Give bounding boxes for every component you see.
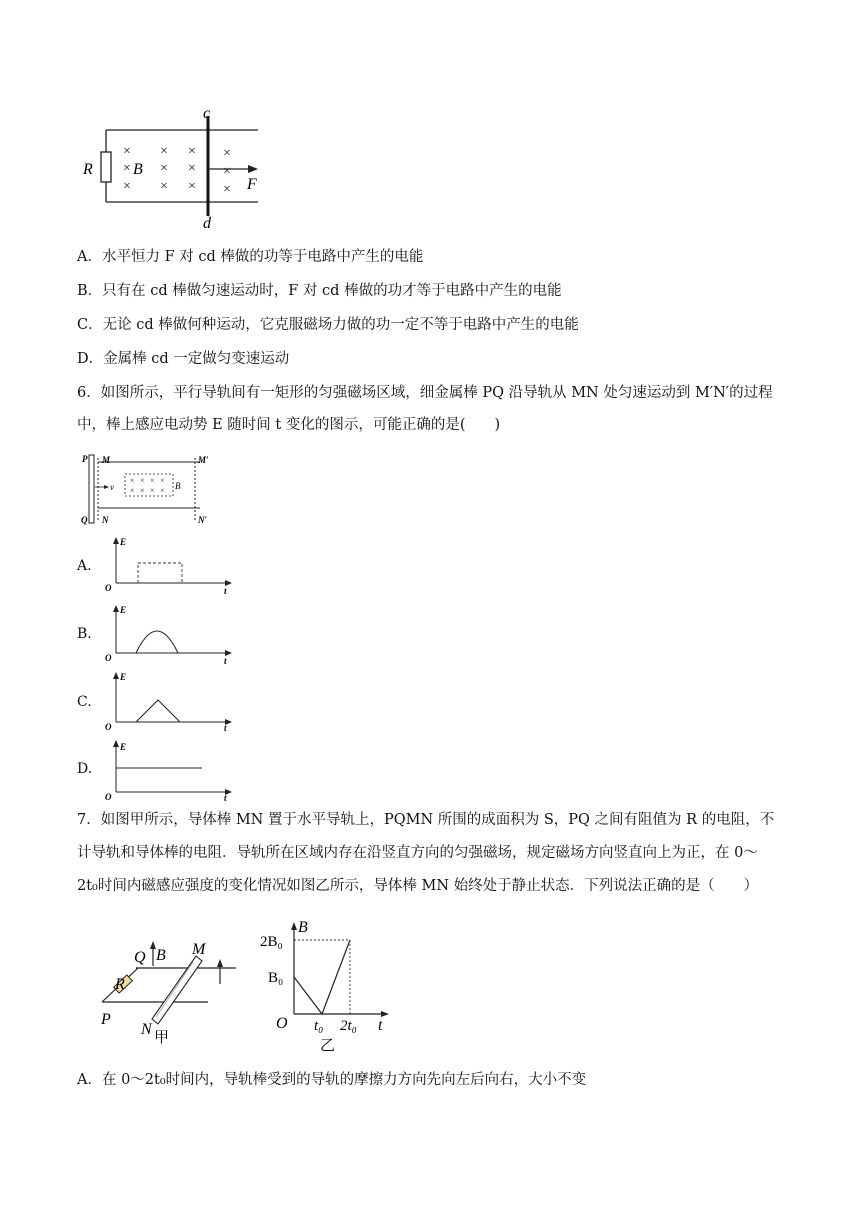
- q5-option-d: D．金属棒 cd 一定做匀变速运动: [77, 351, 290, 367]
- svg-text:×: ×: [150, 486, 155, 495]
- svg-text:O: O: [105, 653, 112, 663]
- svg-text:×: ×: [160, 476, 165, 485]
- figure-q7-b: [258, 916, 398, 1056]
- svg-text:O: O: [105, 722, 112, 732]
- svg-text:t: t: [224, 723, 227, 732]
- svg-text:×: ×: [150, 476, 155, 485]
- label-N: N: [102, 515, 109, 525]
- q5-option-a: A．水平恒力 F 对 cd 棒做的功等于电路中产生的电能: [77, 249, 424, 265]
- svg-text:×: ×: [188, 179, 196, 194]
- label-t0: t₀: [314, 1018, 324, 1034]
- q6-option-b-graph: [100, 603, 240, 665]
- svg-text:×: ×: [140, 486, 145, 495]
- label-v: v: [110, 482, 114, 492]
- svg-text:×: ×: [160, 179, 168, 194]
- label-B: B: [175, 481, 181, 491]
- q7-stem-line2: 计导轨和导体棒的电阻．导轨所在区域内存在沿竖直方向的匀强磁场，规定磁场方向竖直向上为正，在 0～: [77, 845, 758, 861]
- label-t-axis: t: [378, 1017, 383, 1034]
- q6-stem-line1: 6．如图所示，平行导轨间有一矩形的匀强磁场区域，细金属棒 PQ 沿导轨从 MN 处匀速运动到 M′N′的过程: [77, 385, 773, 401]
- svg-text:E: E: [120, 742, 127, 752]
- svg-text:×: ×: [188, 161, 196, 176]
- svg-text:E: E: [120, 605, 127, 615]
- label-B: B: [133, 161, 143, 178]
- q6-option-c-graph: [100, 670, 240, 732]
- label-R: R: [83, 161, 93, 178]
- svg-text:O: O: [105, 792, 112, 802]
- label-N: N: [141, 1021, 152, 1038]
- label-P: P: [101, 1011, 111, 1028]
- svg-text:×: ×: [160, 486, 165, 495]
- label-2t0: 2t₀: [340, 1018, 357, 1034]
- svg-text:×: ×: [123, 144, 131, 159]
- label-d: d: [203, 215, 211, 232]
- svg-text:t: t: [224, 793, 227, 802]
- label-F: F: [247, 176, 257, 193]
- label-O: O: [276, 1015, 288, 1032]
- q6-option-a-graph: [100, 535, 240, 595]
- label-P: P: [82, 454, 88, 464]
- label-M: M: [102, 455, 111, 465]
- svg-text:O: O: [105, 583, 112, 593]
- svg-text:×: ×: [188, 144, 196, 159]
- svg-text:×: ×: [223, 164, 231, 179]
- q7-stem-line1: 7．如图甲所示，导体棒 MN 置于水平导轨上，PQMN 所围的成面积为 S，PQ 之间有阻值为 R 的电阻，不: [77, 812, 775, 828]
- label-N-prime: N′: [198, 515, 208, 525]
- svg-text:E: E: [120, 672, 127, 682]
- svg-text:×: ×: [223, 146, 231, 161]
- label-Q: Q: [81, 515, 88, 525]
- q6-option-c-label: C.: [77, 694, 92, 710]
- figure-q6-rails: [80, 450, 220, 528]
- q5-option-c: C．无论 cd 棒做何种运动，它克服磁场力做的功一定不等于电路中产生的电能: [77, 317, 579, 333]
- caption-yi: 乙: [320, 1038, 336, 1054]
- svg-text:×: ×: [223, 182, 231, 197]
- svg-text:t: t: [224, 586, 227, 595]
- q5-option-b: B．只有在 cd 棒做匀速运动时，F 对 cd 棒做的功才等于电路中产生的电能: [77, 283, 562, 299]
- label-B0: B₀: [268, 970, 284, 986]
- q6-option-d-graph: [100, 738, 240, 802]
- figure-q7-a: [96, 938, 246, 1048]
- q6-stem-line2: 中，棒上感应电动势 E 随时间 t 变化的图示，可能正确的是( ): [77, 417, 501, 433]
- label-R: R: [115, 976, 125, 993]
- q6-option-b-label: B.: [77, 626, 92, 642]
- figure-q5-circuit: [80, 104, 270, 232]
- label-B-axis: B: [298, 919, 308, 936]
- q7-stem-line3: 2t₀时间内磁感应强度的变化情况如图乙所示，导体棒 MN 始终处于静止状态．下列说法正确的是（ ）: [77, 878, 759, 894]
- q6-option-a-label: A.: [77, 558, 92, 574]
- svg-text:×: ×: [160, 144, 168, 159]
- label-M: M: [192, 941, 206, 958]
- label-Q: Q: [134, 949, 146, 966]
- svg-text:×: ×: [123, 161, 131, 176]
- svg-text:×: ×: [140, 476, 145, 485]
- q7-option-a: A．在 0～2t₀时间内，导轨棒受到的导轨的摩擦力方向先向左后向右，大小不变: [77, 1072, 587, 1088]
- label-c: c: [203, 105, 211, 122]
- q6-option-d-label: D.: [77, 761, 93, 777]
- svg-text:×: ×: [130, 476, 135, 485]
- svg-text:t: t: [224, 656, 227, 665]
- svg-text:E: E: [120, 537, 127, 547]
- label-M-prime: M′: [198, 455, 209, 465]
- svg-text:×: ×: [130, 486, 135, 495]
- svg-text:×: ×: [160, 161, 168, 176]
- svg-text:×: ×: [123, 179, 131, 194]
- label-2B0: 2B₀: [260, 934, 283, 950]
- label-B: B: [156, 947, 166, 964]
- caption-jia: 甲: [154, 1030, 170, 1046]
